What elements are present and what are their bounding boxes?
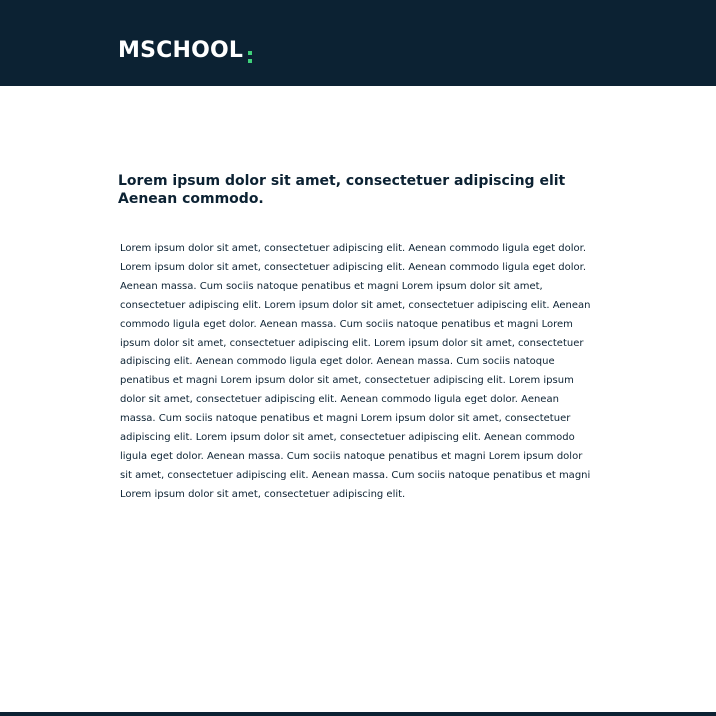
colon-mark-icon	[248, 43, 256, 65]
logo-text: MSCHOOL	[118, 38, 244, 63]
body-paragraph: Lorem ipsum dolor sit amet, consectetuer adipiscing elit. Aenean commodo ligula eget dolor. Lorem ipsum dolor sit amet, consectetuer adipiscing elit. Aenean commodo ligula eget dolor. Aenean massa. Cum sociis natoque penatibus et magni Lorem ipsum dolor sit amet, consectetuer adipiscing elit. Lorem ipsum dolor sit amet, consectetuer adipiscing elit. Aenean commodo ligula eget dolor. Aenean massa. Cum sociis natoque penatibus et magni Lorem ipsum dolor sit amet, consectetuer adipiscing elit. Lorem ipsum dolor sit amet, consectetuer adipiscing elit. Aenean commodo ligula eget dolor. Aenean massa. Cum sociis natoque penatibus et magni Lorem ipsum dolor sit amet, consectetuer adipiscing elit. Lorem ipsum dolor sit amet, consectetuer adipiscing elit. Aenean commodo ligula eget dolor. Aenean massa. Cum sociis natoque penatibus et magni Lorem ipsum dolor sit amet, consectetuer adipiscing elit. Lorem ipsum dolor sit amet, consectetuer adipiscing elit. Aenean commodo ligula eget dolor. Aenean massa. Cum sociis natoque penatibus et magni Lorem ipsum dolor sit amet, consectetuer adipiscing elit. Aenean massa. Cum sociis natoque penatibus et magni Lorem ipsum dolor sit amet, consectetuer adipiscing elit.	[120, 243, 591, 500]
page-heading: Lorem ipsum dolor sit amet, consectetuer adipiscing elit Aenean commodo.	[118, 173, 566, 207]
page-header	[0, 0, 716, 86]
footer-divider	[0, 712, 716, 716]
logo-dot-top	[248, 51, 252, 55]
brand-logo[interactable]	[118, 37, 256, 65]
logo-dot-bottom	[248, 59, 252, 63]
